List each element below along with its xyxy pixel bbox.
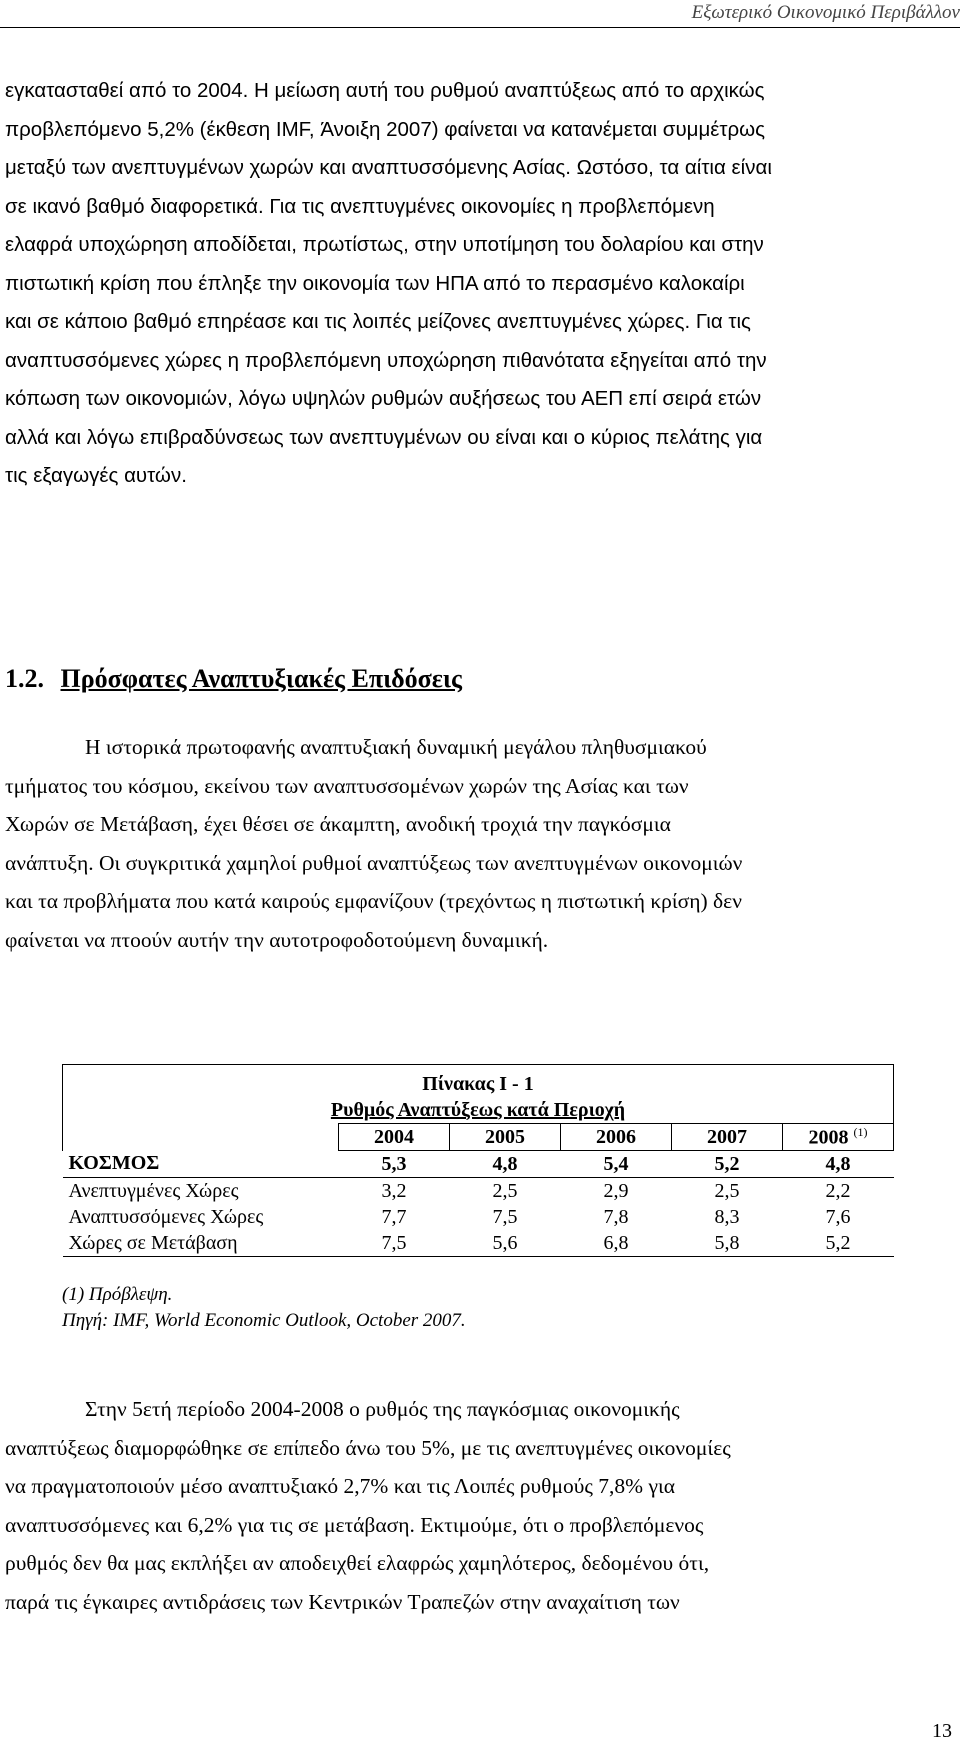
source-note: Πηγή: IMF, World Economic Outlook, October 2007. (62, 1310, 466, 1331)
paragraph-2 (5, 728, 955, 959)
table-caption-1: Πίνακας Ι - 1 (63, 1065, 894, 1098)
row-label: Αναπτυσσόμενες Χώρες (68, 1205, 264, 1228)
table-cell: 7,7 (381, 1205, 407, 1228)
row-label: Ανεπτυγμένες Χώρες (68, 1179, 239, 1202)
text-line: μεταξύ των ανεπτυγμένων χωρών και αναπτυσσόμενης Ασίας. Ωστόσο, τα αίτια είναι (5, 156, 772, 179)
text-line: παρά τις έγκαιρες αντιδράσεις των Κεντρικών Τραπεζών στην αναχαίτιση των (5, 1589, 680, 1614)
running-header (0, 2, 960, 28)
table-row (63, 1230, 894, 1257)
text-line: και τα προβλήματα που κατά καιρούς εμφανίζουν (τρεχόντως η πιστωτική κρίση) δεν (5, 889, 742, 913)
table-cell: 7,5 (492, 1205, 518, 1228)
text-line: ελαφρά υποχώρηση αποδίδεται, πρωτίστως, στην υποτίμηση του δολαρίου και στην (5, 233, 764, 256)
year-header: 2004 (339, 1124, 450, 1151)
text-line: τις εξαγωγές αυτών. (5, 464, 187, 487)
table-cell: 5,8 (714, 1231, 740, 1254)
text-line: προβλεπόμενο 5,2% (έκθεση IMF, Άνοιξη 2007) φαίνεται να κατανέμεται συμμέτρως (5, 117, 766, 141)
text-line: εγκατασταθεί από το 2004. Η μείωση αυτή του ρυθμού αναπτύξεως από το αρχικώς (5, 79, 765, 102)
row-label: Χώρες σε Μετάβαση (68, 1231, 238, 1254)
table-cell: 2,9 (603, 1179, 629, 1202)
table-cell: 4,8 (825, 1152, 851, 1175)
table-cell: 7,5 (381, 1231, 407, 1254)
paragraph-3 (5, 1390, 955, 1621)
text-line: και σε κάποιο βαθμό επηρέασε και τις λοιπές μείζονες ανεπτυγμένες χώρες. Για τις (5, 310, 751, 333)
table-cell: 5,6 (492, 1231, 518, 1254)
table-row (63, 1178, 894, 1205)
text-line: να πραγματοποιούν μέσο αναπτυξιακό 2,7% και τις Λοιπές ρυθμούς 7,8% για (5, 1474, 675, 1498)
table-header-row (63, 1124, 894, 1151)
text-line: τμήματος του κόσμου, εκείνου των αναπτυσσομένων χωρών της Ασίας και των (5, 773, 689, 798)
forecast-note: (1) Πρόβλεψη. (62, 1284, 173, 1305)
table-cell: 2,5 (714, 1179, 740, 1202)
table-cell: 2,2 (825, 1179, 851, 1202)
text-line: αναπτυσσόμενες χώρες η προβλεπόμενη υποχώρηση πιθανότατα εξηγείται από την (5, 348, 767, 372)
table-row (63, 1204, 894, 1230)
text-line: ανάπτυξη. Οι συγκριτικά χαμηλοί ρυθμοί αναπτύξεως των ανεπτυγμένων οικονομιών (5, 850, 743, 875)
table-cell: 2,5 (492, 1179, 518, 1202)
text-line: Στην 5ετή περίοδο 2004-2008 ο ρυθμός της παγκόσμιας οικονομικής (85, 1397, 680, 1421)
row-label: ΚΟΣΜΟΣ (68, 1152, 160, 1175)
text-line: Χωρών σε Μετάβαση, έχει θέσει σε άκαμπτη, ανοδική τροχιά την παγκόσμια (5, 812, 671, 836)
table-cell: 5,4 (603, 1152, 629, 1175)
text-line: κόπωση των οικονομιών, λόγω υψηλών ρυθμών αυξήσεως του ΑΕΠ επί σειρά ετών (5, 387, 762, 410)
text-line: αναπτυσσόμενες και 6,2% για τις σε μετάβαση. Εκτιμούμε, ότι ο προβλεπόμενος (5, 1512, 704, 1537)
table-cell: 5,2 (714, 1152, 740, 1175)
table-cell: 6,8 (603, 1231, 629, 1254)
growth-table (62, 1064, 894, 1257)
text-line: φαίνεται να πτοούν αυτήν την αυτοτροφοδοτούμενη δυναμική. (5, 927, 549, 952)
table-cell: 5,2 (825, 1231, 851, 1254)
year-header-2008: 2008 $^{(1)}$ (783, 1124, 894, 1151)
table-cell: 7,8 (603, 1205, 629, 1228)
running-title: Εξωτερικό Οικονομικό Περιβάλλον (691, 2, 960, 23)
text-line: Η ιστορικά πρωτοφανής αναπτυξιακή δυναμική μεγάλου πληθυσμιακού (85, 735, 707, 759)
table-caption-2: Ρυθμός Αναπτύξεως κατά Περιοχή (63, 1097, 894, 1124)
table-row (63, 1151, 894, 1178)
year-header: 2007 (672, 1124, 783, 1151)
table-cell: 4,8 (492, 1152, 518, 1175)
paragraph-1 (5, 72, 955, 496)
table-cell: 3,2 (381, 1179, 407, 1202)
table-notes (62, 1282, 466, 1334)
section-title: Πρόσφατες Αναπτυξιακές Επιδόσεις (60, 664, 462, 693)
text-line: πιστωτική κρίση που έπληξε την οικονομία των ΗΠΑ από το περασμένο καλοκαίρι (5, 271, 745, 295)
section-number: 1.2. (5, 664, 44, 693)
year-header: 2006 (561, 1124, 672, 1151)
table-cell: 7,6 (825, 1205, 851, 1228)
year-header: 2005 (450, 1124, 561, 1151)
text-line: αναπτύξεως διαμορφώθηκε σε επίπεδο άνω του 5%, με τις ανεπτυγμένες οικονομίες (5, 1435, 731, 1460)
table-cell: 5,3 (381, 1152, 407, 1175)
text-line: σε ικανό βαθμό διαφορετικά. Για τις ανεπτυγμένες οικονομίες η προβλεπόμενη (5, 194, 715, 218)
footnote-mark: (1) (853, 1124, 868, 1139)
table-cell: 8,3 (714, 1205, 740, 1228)
text-line: αλλά και λόγω επιβραδύνσεως των ανεπτυγμένων ου είναι και ο κύριος πελάτης για (5, 425, 763, 449)
page-number: 13 (932, 1720, 952, 1742)
text-line: ρυθμός δεν θα μας εκπλήξει αν αποδειχθεί ελαφρώς χαμηλότερος, δεδομένου ότι, (5, 1551, 710, 1575)
section-heading (5, 664, 462, 694)
